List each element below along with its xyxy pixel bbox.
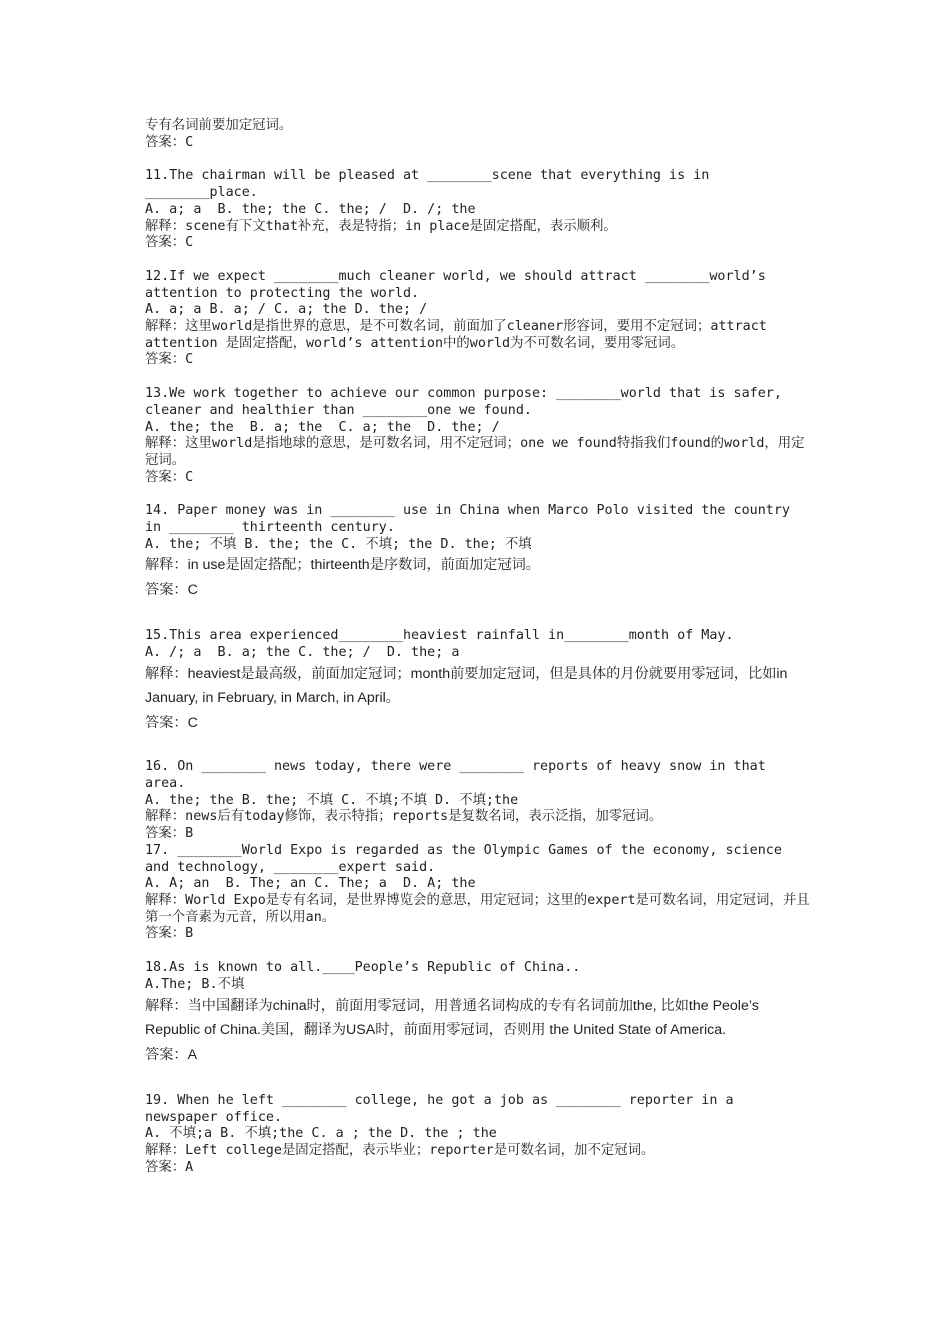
q12-options: A. a; a B. a; / C. a; the D. the; / [145, 302, 428, 318]
question-15 [145, 628, 813, 735]
q11-options: A. a; a B. the; the C. the; / D. /; the [145, 201, 476, 217]
q15-options: A. /; a B. a; the C. the; / D. the; a [145, 645, 460, 661]
q18-options: A.The; B.不填 [145, 976, 245, 992]
q15-stem: 15.This area experienced________heaviest rainfall in________month of May. [145, 628, 734, 644]
question-12 [145, 269, 813, 369]
q15-explanation: 解释：heaviest是最高级，前面加定冠词；month前要加定冠词，但是具体的月份就要用零冠词，比如in January, in February, in March, in April。 [145, 665, 788, 707]
q13-stem: 13.We work together to achieve our common purpose: ________world that is safer, cleaner and healthier than ________one we found. [145, 386, 790, 418]
question-11 [145, 168, 813, 252]
q17-explanation: 解释：World Expo是专有名词，是世界博览会的意思，用定冠词；这里的expert是可数名词，用定冠词，并且第一个音素为元音，所以用an。 [145, 893, 810, 925]
document-page [145, 118, 813, 1177]
question-18 [145, 960, 813, 1067]
q16-stem: 16. On ________ news today, there were ________ reports of heavy snow in that area. [145, 759, 774, 792]
q13-answer: 答案：C [145, 469, 194, 485]
q13-options: A. the; the B. a; the C. a; the D. the; / [145, 419, 500, 435]
q18-answer: 答案：A [145, 1046, 198, 1063]
intro-block [145, 118, 813, 151]
q14-answer: 答案：C [145, 581, 198, 598]
q12-answer: 答案：C [145, 352, 194, 368]
q19-stem: 19. When he left ________ college, he got a job as ________ reporter in a newspaper office. [145, 1093, 742, 1125]
q14-stem: 14. Paper money was in ________ use in China when Marco Polo visited the country in ________ thirteenth century. [145, 503, 799, 536]
question-17 [145, 843, 813, 943]
intro-note: 专有名词前要加定冠词。 [145, 118, 293, 133]
question-16 [145, 759, 813, 843]
q11-stem: 11.The chairman will be pleased at ________scene that everything is in ________place. [145, 168, 718, 201]
q19-options: A. 不填;a B. 不填;the C. a ; the D. the ; the [145, 1126, 497, 1142]
q15-answer: 答案：C [145, 714, 198, 731]
q12-explanation: 解释：这里world是指世界的意思，是不可数名词，前面加了cleaner形容词，要用不定冠词；attract attention 是固定搭配，world’s attention中的world为不可数名词，要用零冠词。 [145, 319, 775, 351]
q18-stem: 18.As is known to all.____People’s Republic of China.. [145, 960, 581, 976]
question-14 [145, 503, 813, 602]
q14-options: A. the; 不填 B. the; the C. 不填; the D. the; 不填 [145, 536, 532, 552]
q18-explanation: 解释：当中国翻译为china时，前面用零冠词，用普通名词构成的专有名词前加the, 比如the Peole’s Republic of China.美国，翻译为USA时，前面用零冠词，否则用 the United State of America. [145, 997, 759, 1039]
q11-answer: 答案：C [145, 235, 194, 251]
q16-answer: 答案：B [145, 826, 194, 842]
question-13 [145, 386, 813, 486]
q19-explanation: 解释：Left college是固定搭配，表示毕业；reporter是可数名词，加不定冠词。 [145, 1143, 655, 1159]
intro-answer: 答案：C [145, 134, 194, 150]
question-19 [145, 1093, 813, 1177]
q16-options: A. the; the B. the; 不填 C. 不填;不填 D. 不填;the [145, 792, 519, 808]
q19-answer: 答案：A [145, 1159, 194, 1175]
q16-explanation: 解释：news后有today修饰，表示特指；reports是复数名词，表示泛指，加零冠词。 [145, 809, 663, 825]
q17-answer: 答案：B [145, 926, 194, 942]
q13-explanation: 解释：这里world是指地球的意思，是可数名词，用不定冠词；one we found特指我们found的world，用定冠词。 [145, 436, 805, 468]
q14-explanation: 解释：in use是固定搭配；thirteenth是序数词，前面加定冠词。 [145, 557, 540, 574]
q17-stem: 17. ________World Expo is regarded as the Olympic Games of the economy, science and technology, ________expert said. [145, 842, 790, 875]
q12-stem: 12.If we expect ________much cleaner world, we should attract ________world’s attention to protecting the world. [145, 268, 774, 301]
q11-explanation: 解释：scene有下文that补充，表是特指；in place是固定搭配，表示顺利。 [145, 218, 617, 234]
q17-options: A. A; an B. The; an C. The; a D. A; the [145, 876, 476, 892]
